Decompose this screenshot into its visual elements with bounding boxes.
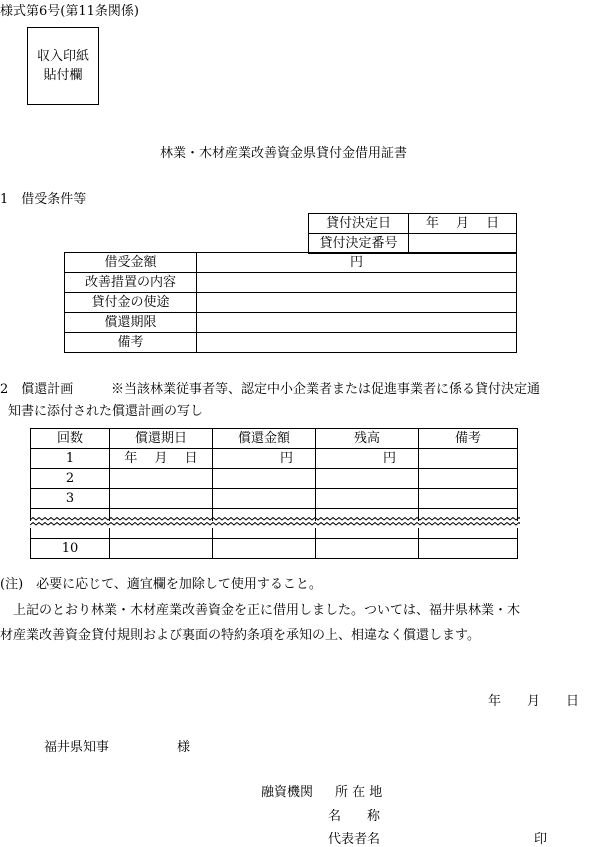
cell-amount: 円 — [213, 449, 316, 469]
cell-remarks — [419, 469, 518, 489]
cell-count — [31, 528, 110, 539]
date-line: 年 月 日 — [488, 694, 580, 709]
cell-balance — [316, 489, 419, 509]
cell-due-date — [110, 489, 213, 509]
body-text-line2: 材産業改善資金貸付規則および裏面の特約条項を承知の上、相違なく償還します。 — [0, 628, 480, 643]
cell-amount — [213, 489, 316, 509]
cell-due-date — [110, 528, 213, 539]
stamp-label-line1: 収入印紙 — [36, 49, 89, 64]
cell-count: 2 — [31, 469, 110, 489]
body-text-line1: 上記のとおり林業・木材産業改善資金を正に借用しました。ついては、福井県林業・木 — [13, 603, 521, 618]
cell-due-date — [110, 539, 213, 559]
condition-value: 円 — [197, 253, 517, 273]
form-label: 様式第6号(第11条関係) — [0, 4, 139, 19]
cell-remarks — [419, 449, 518, 469]
cell-count: 1 — [31, 449, 110, 469]
table-break-wave — [30, 515, 520, 529]
representative-label: 代表者名 — [328, 832, 381, 847]
cell-amount — [213, 539, 316, 559]
section2-heading: 2 償還計画 — [0, 382, 74, 397]
header-count: 回数 — [31, 429, 110, 449]
cell-due-date — [110, 469, 213, 489]
cell-remarks — [419, 489, 518, 509]
condition-label: 貸付金の使途 — [65, 293, 197, 313]
cell-count: 3 — [31, 489, 110, 509]
header-remarks: 備考 — [419, 429, 518, 449]
decision-table — [308, 213, 517, 254]
header-due-date: 償還期日 — [110, 429, 213, 449]
conditions-table — [64, 252, 517, 353]
cell-balance — [316, 469, 419, 489]
cell-balance — [316, 539, 419, 559]
cell-remarks — [419, 539, 518, 559]
decision-number-label: 貸付決定番号 — [309, 234, 409, 254]
seal-mark: 印 — [534, 832, 548, 847]
condition-value — [197, 333, 517, 353]
cell-balance: 円 — [316, 449, 419, 469]
condition-label: 借受金額 — [65, 253, 197, 273]
section2-note-line1: ※当該林業従事者等、認定中小企業者または促進事業者に係る貸付決定通 — [111, 382, 541, 397]
repayment-table — [30, 428, 518, 521]
decision-date-value: 年 月 日 — [409, 214, 517, 234]
condition-label: 改善措置の内容 — [65, 273, 197, 293]
condition-value — [197, 273, 517, 293]
addressee-suffix: 様 — [177, 740, 191, 755]
decision-date-label: 貸付決定日 — [309, 214, 409, 234]
usage-note: (注) 必要に応じて、適宜欄を加除して使用すること。 — [0, 577, 322, 592]
revenue-stamp-box — [27, 27, 99, 105]
condition-value — [197, 313, 517, 333]
name-label: 名 称 — [328, 809, 381, 824]
cell-amount — [213, 469, 316, 489]
stamp-label-line2: 貼付欄 — [43, 68, 83, 83]
section2-note-line2: 知書に添付された償還計画の写し — [8, 404, 204, 419]
condition-value — [197, 293, 517, 313]
condition-label: 備考 — [65, 333, 197, 353]
header-amount: 償還金額 — [213, 429, 316, 449]
addressee: 福井県知事 — [44, 740, 110, 755]
document-title: 林業・木材産業改善資金県貸付金借用証書 — [160, 146, 408, 161]
condition-label: 償還期限 — [65, 313, 197, 333]
decision-number-value — [409, 234, 517, 254]
cell-count-last: 10 — [31, 539, 110, 559]
cell-due-date: 年 月 日 — [110, 449, 213, 469]
repayment-table-tail — [30, 528, 518, 559]
header-balance: 残高 — [316, 429, 419, 449]
cell-balance — [316, 528, 419, 539]
section1-heading: 1 借受条件等 — [0, 192, 87, 207]
lender-label: 融資機関 — [261, 785, 314, 800]
cell-remarks — [419, 528, 518, 539]
cell-amount — [213, 528, 316, 539]
address-label: 所 在 地 — [335, 785, 383, 800]
